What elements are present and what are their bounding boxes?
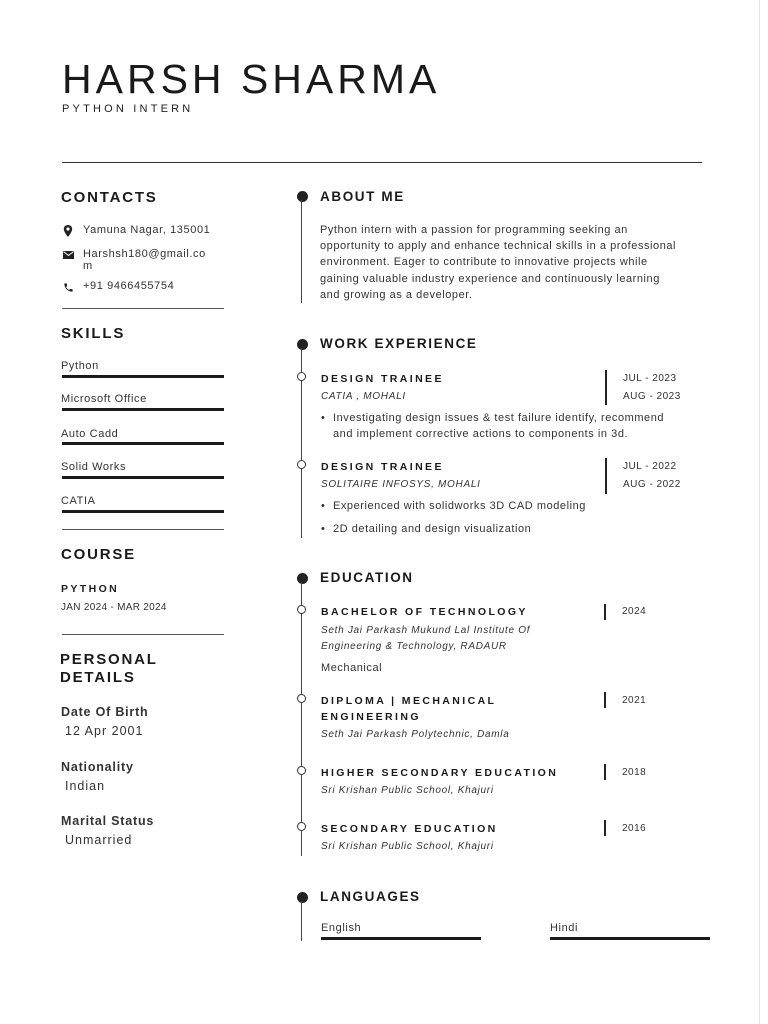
job-bullet: Experienced with solidworks 3D CAD modeling xyxy=(333,500,586,512)
education-title: HIGHER SECONDARY EDUCATION xyxy=(321,767,559,779)
job-bullet: and implement corrective actions to components in 3d. xyxy=(333,428,629,440)
skill-label: Python xyxy=(61,360,99,372)
contact-phone[interactable]: +91 9466455754 xyxy=(83,280,175,292)
job-title: DESIGN TRAINEE xyxy=(321,373,444,385)
date-divider xyxy=(605,458,607,494)
date-divider xyxy=(604,692,606,708)
timeline-node xyxy=(297,694,306,703)
skill-level-bar xyxy=(62,375,224,378)
timeline-dot xyxy=(297,573,308,584)
education-heading: EDUCATION xyxy=(320,570,414,585)
language-level-bar xyxy=(550,937,710,940)
language-level-bar xyxy=(321,937,481,940)
education-year: 2016 xyxy=(622,823,647,834)
timeline-node xyxy=(297,372,306,381)
education-school: Sri Krishan Public School, Khajuri xyxy=(321,841,494,852)
contact-email-line1[interactable]: Harshsh180@gmail.co xyxy=(83,248,206,260)
candidate-role: PYTHON INTERN xyxy=(62,103,194,115)
personal-heading-line1: PERSONAL xyxy=(60,651,158,668)
phone-icon xyxy=(61,280,75,294)
contacts-heading: CONTACTS xyxy=(61,189,158,206)
timeline-dot xyxy=(297,892,308,903)
course-divider xyxy=(62,634,224,635)
education-school-line2: Engineering & Technology, RADAUR xyxy=(321,641,507,652)
job-start-date: JUL - 2023 xyxy=(623,373,677,384)
job-start-date: JUL - 2022 xyxy=(623,461,677,472)
nationality-value: Indian xyxy=(65,779,106,793)
job-end-date: AUG - 2022 xyxy=(623,479,681,490)
about-line: opportunity to apply and enhance technical skills in a professional xyxy=(320,240,677,252)
skill-level-bar xyxy=(62,408,224,411)
email-envelope-icon xyxy=(61,248,75,262)
skill-level-bar xyxy=(62,476,224,479)
about-line: environment. Eager to contribute to innovative projects while xyxy=(320,256,648,268)
timeline-dot xyxy=(297,339,308,350)
about-heading: ABOUT ME xyxy=(320,189,405,204)
course-name: PYTHON xyxy=(61,583,120,595)
course-dates: JAN 2024 - MAR 2024 xyxy=(61,602,167,613)
timeline-dot xyxy=(297,191,308,202)
header-divider xyxy=(62,162,702,163)
job-bullet: Investigating design issues & test failure identify, recommend xyxy=(333,412,665,424)
education-school: Sri Krishan Public School, Khajuri xyxy=(321,785,494,796)
nationality-label: Nationality xyxy=(61,760,134,774)
course-heading: COURSE xyxy=(61,546,136,563)
about-line: gaining valuable industry experience and continuously learning xyxy=(320,273,660,285)
contact-email-line2[interactable]: m xyxy=(83,260,93,272)
timeline-line xyxy=(301,582,302,856)
date-divider xyxy=(604,820,606,836)
education-title: BACHELOR OF TECHNOLOGY xyxy=(321,606,528,618)
skill-label: Solid Works xyxy=(61,461,127,473)
education-title-line2: ENGINEERING xyxy=(321,711,421,723)
job-end-date: AUG - 2023 xyxy=(623,391,681,402)
skills-heading: SKILLS xyxy=(61,325,126,342)
contact-location: Yamuna Nagar, 135001 xyxy=(83,224,211,236)
skill-label: Auto Cadd xyxy=(61,428,119,440)
timeline-node xyxy=(297,460,306,469)
languages-heading: LANGUAGES xyxy=(320,889,421,904)
work-heading: WORK EXPERIENCE xyxy=(320,336,478,351)
education-school-line1: Seth Jai Parkash Mukund Lal Institute Of xyxy=(321,625,531,636)
education-year: 2018 xyxy=(622,767,647,778)
education-year: 2021 xyxy=(622,695,647,706)
job-company: CATIA , MOHALI xyxy=(321,391,406,402)
skill-label: CATIA xyxy=(61,495,96,507)
dob-label: Date Of Birth xyxy=(61,705,149,719)
skill-level-bar xyxy=(62,510,224,513)
about-line: and growing as a developer. xyxy=(320,289,473,301)
timeline-node xyxy=(297,605,306,614)
location-pin-icon xyxy=(61,224,75,238)
timeline-line xyxy=(301,901,302,941)
date-divider xyxy=(604,604,606,620)
language-label: English xyxy=(321,922,362,934)
education-year: 2024 xyxy=(622,606,647,617)
marital-label: Marital Status xyxy=(61,814,155,828)
skill-level-bar xyxy=(62,442,224,445)
about-line: Python intern with a passion for programming seeking an xyxy=(320,224,628,236)
timeline-node xyxy=(297,822,306,831)
date-divider xyxy=(604,764,606,780)
education-title-line1: DIPLOMA | MECHANICAL xyxy=(321,695,497,707)
skills-divider xyxy=(62,529,224,530)
personal-heading-line2: DETAILS xyxy=(60,669,136,686)
timeline-line xyxy=(301,200,302,303)
education-branch: Mechanical xyxy=(321,662,383,674)
date-divider xyxy=(605,370,607,405)
marital-value: Unmarried xyxy=(65,833,133,847)
bullet-icon: • xyxy=(321,412,326,424)
job-bullet: 2D detailing and design visualization xyxy=(333,523,532,535)
job-company: SOLITAIRE INFOSYS, MOHALI xyxy=(321,479,481,490)
candidate-name: HARSH SHARMA xyxy=(62,56,441,102)
education-title: SECONDARY EDUCATION xyxy=(321,823,498,835)
bullet-icon: • xyxy=(321,523,326,535)
language-label: Hindi xyxy=(550,922,579,934)
timeline-node xyxy=(297,766,306,775)
bullet-icon: • xyxy=(321,500,326,512)
dob-value: 12 Apr 2001 xyxy=(65,724,144,738)
contacts-divider xyxy=(62,308,224,309)
job-title: DESIGN TRAINEE xyxy=(321,461,444,473)
education-school: Seth Jai Parkash Polytechnic, Damla xyxy=(321,729,510,740)
skill-label: Microsoft Office xyxy=(61,393,147,405)
